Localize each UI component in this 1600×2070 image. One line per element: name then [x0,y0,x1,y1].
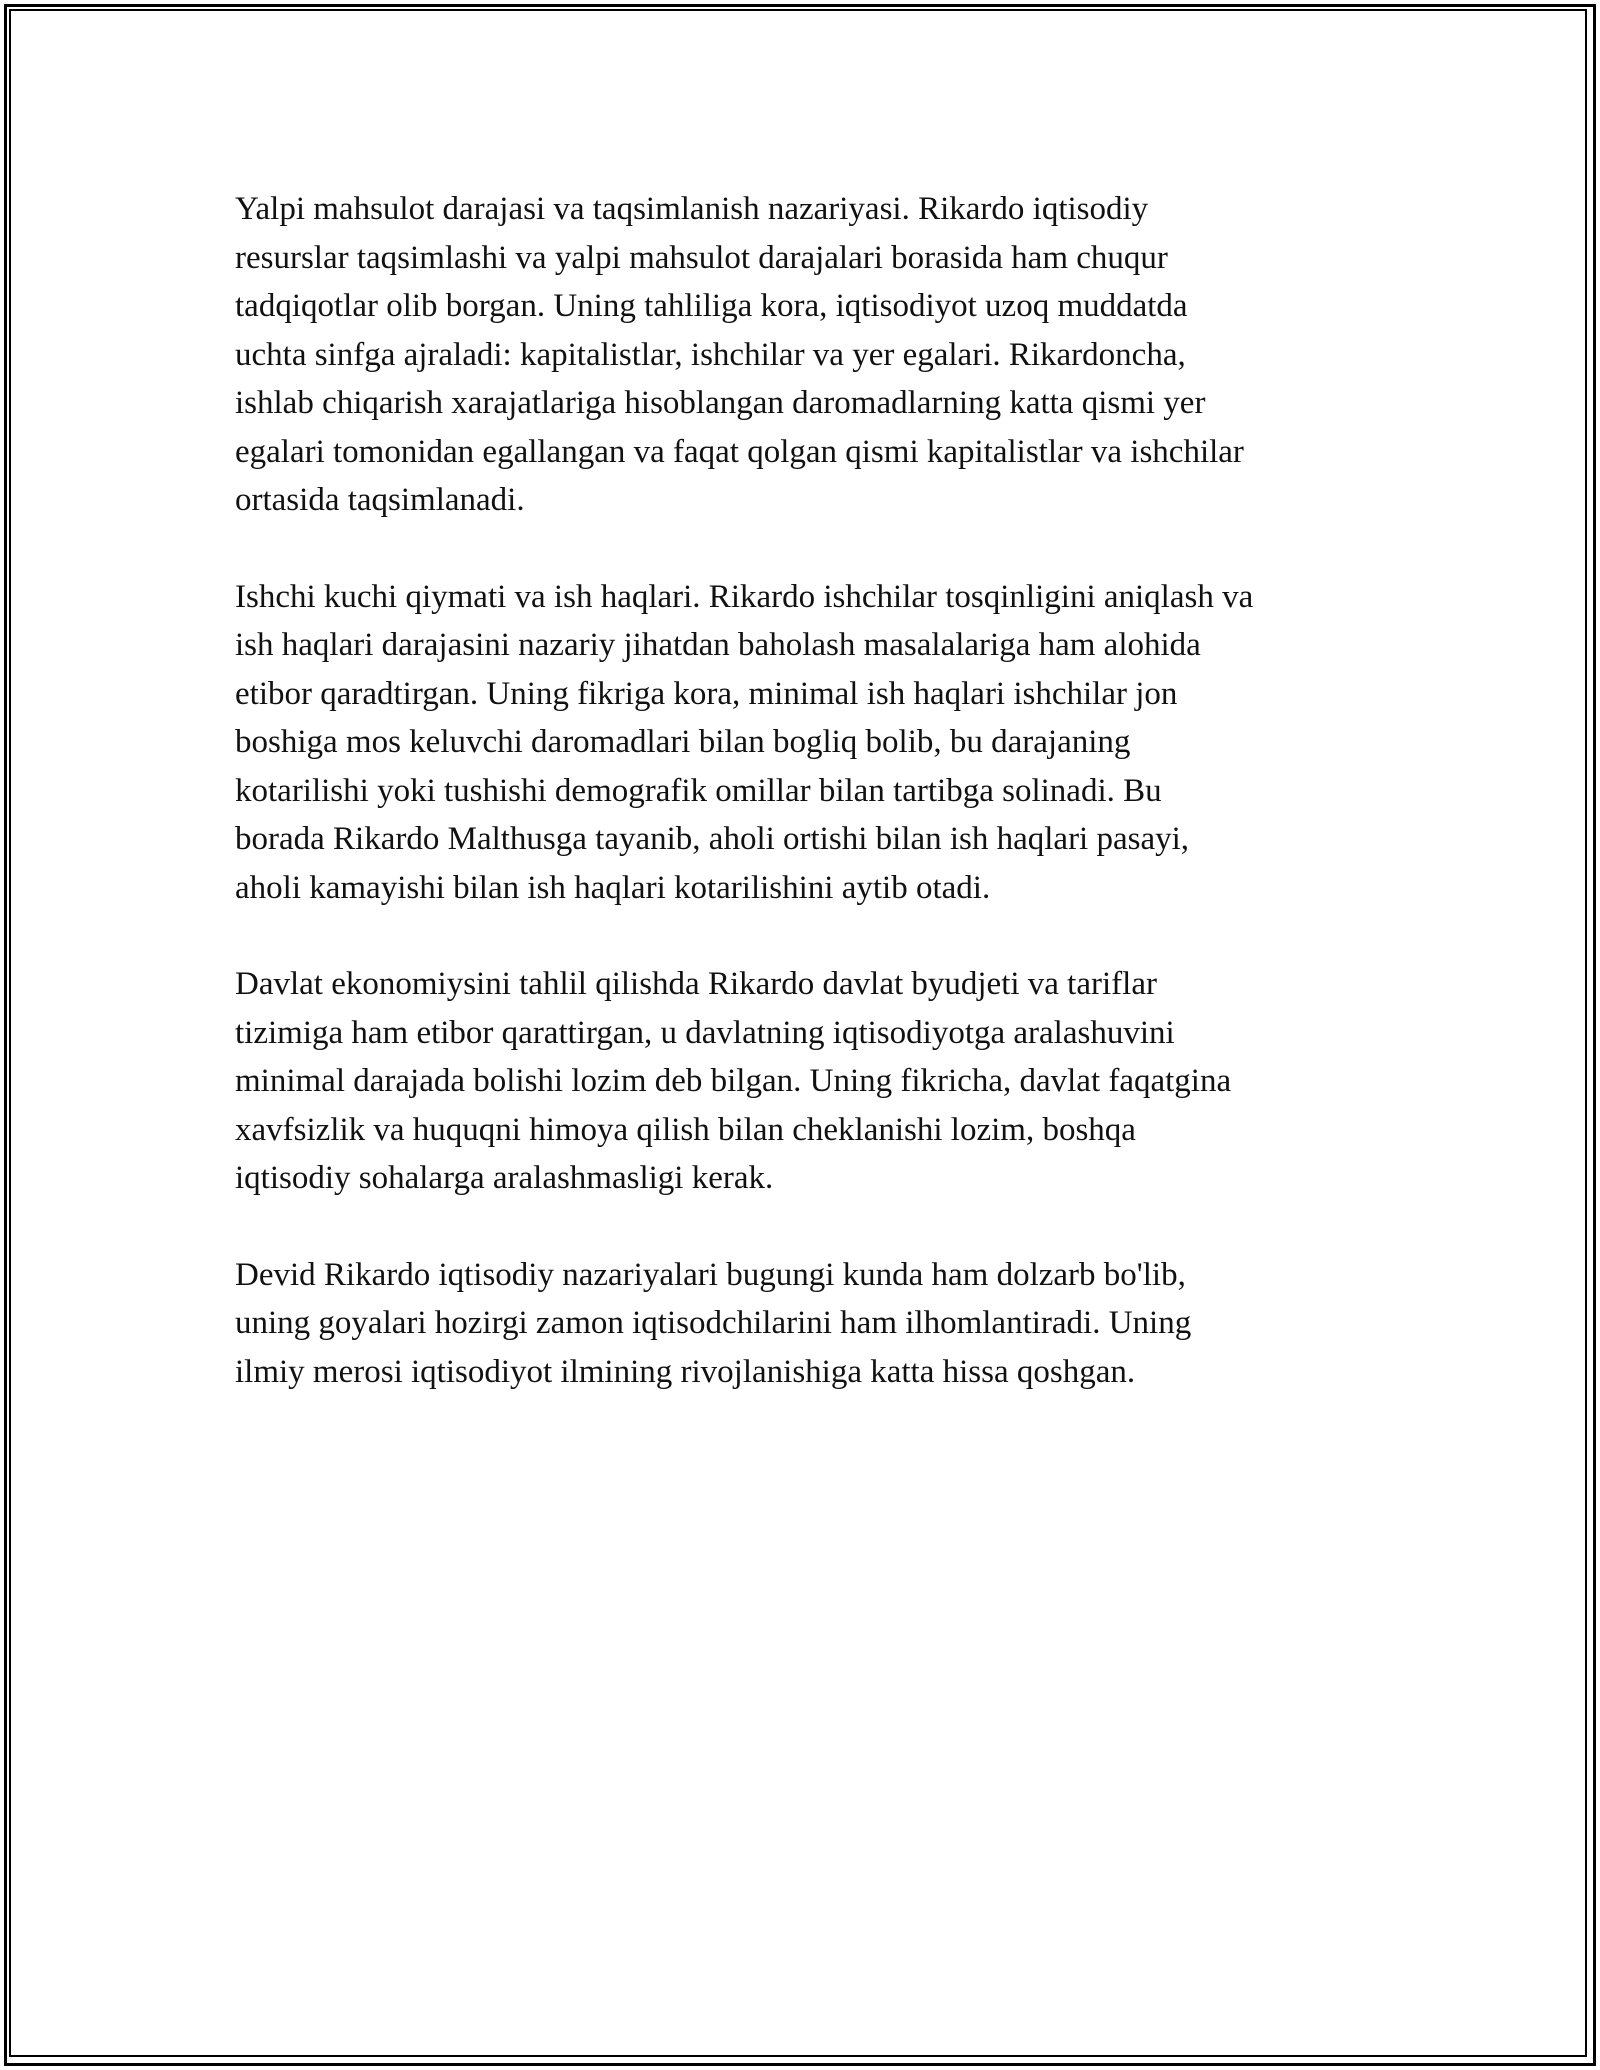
paragraph-labor-wages: Ishchi kuchi qiymati va ish haqlari. Rikardo ishchilar tosqinligini aniqlash va ish haqlari darajasini nazariy jihatdan baholash masalalariga ham alohida etibor qaradtirgan. Uning fikriga kora, minimal ish haqlari ishchilar jon boshiga mos keluvchi daromadlari bilan bogliq bolib, bu darajaning kotarilishi yoki tushishi demografik omillar bilan tartibga solinadi. Bu borada Rikardo Malthusga tayanib, aholi ortishi bilan ish haqlari pasayi, aholi kamayishi bilan ish haqlari kotarilishini aytib otadi. [235,578,1254,906]
paragraph-state-economy: Davlat ekonomiysini tahlil qilishda Rikardo davlat byudjeti va tariflar tizimiga ham etibor qarattirgan, u davlatning iqtisodiyotga aralashuvini minimal darajada bolishi lozim deb bilgan. Uning fikricha, davlat faqatgina xavfsizlik va huquqni himoya qilish bilan cheklanishi lozim, boshqa iqtisodiy sohalarga aralashmasligi kerak. [235,966,1232,1196]
document-body [235,185,1375,1444]
paragraph-distribution-theory: Yalpi mahsulot darajasi va taqsimlanish nazariyasi. Rikardo iqtisodiy resurslar taqsimlashi va yalpi mahsulot darajalari borasida ham chuqur tadqiqotlar olib borgan. Uning tahliliga kora, iqtisodiyot uzoq muddatda uchta sinfga ajraladi: kapitalistlar, ishchilar va yer egalari. Rikardoncha, ishlab chiqarish xarajatlariga hisoblangan daromadlarning katta qismi yer egalari tomonidan egallangan va faqat qolgan qismi kapitalistlar va ishchilar ortasida taqsimlanadi. [235,191,1244,518]
paragraph-legacy: Devid Rikardo iqtisodiy nazariyalari bugungi kunda ham dolzarb bo'lib, uning goyalari hozirgi zamon iqtisodchilarini ham ilhomlantiradi. Uning ilmiy merosi iqtisodiyot ilmining rivojlanishiga katta hissa qoshgan. [235,1256,1192,1390]
